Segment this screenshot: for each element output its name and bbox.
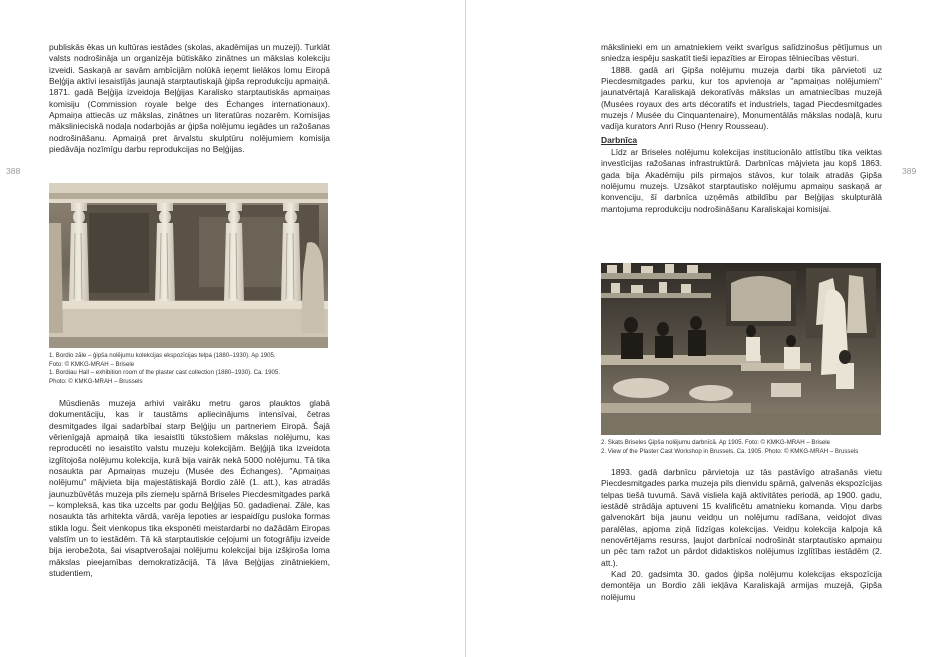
section-heading: Darbnīca: [601, 134, 638, 145]
right-top-text: [601, 42, 882, 215]
caption-line: Foto: © KMKG-MRAH – Brisele: [49, 360, 135, 368]
caption-line: Photo: © KMKG-MRAH – Brussels: [49, 377, 143, 385]
paragraph: 1893. gadā darbnīcu pārvietoja uz tās pastāvīgo atrašanās vietu Piecdesmitgades parka muzeja pils dienvidu spārnā, galvenās ekspozīcijas telpas tiešā tuvumā. Savā visliela kajā aktivitātes periodā, ap 1900. gadu, iestādē strādāja aptuveni 15 kvalificētu amatnieku komanda. Viņu darbs galvenokārt bija jaunu veidņu un nolējumu radīšana, veidojot divas paralēlas, apjoma ziņā līdzīgas kolekcijas. Veidņu kolekcija kalpoja kā nenovērtējams resurss, ļaujot darbnīcai nodrošināt starptautisko apmaiņu un pēc tam ražot un pārdot didaktiskos nolējumus izglītības iestādēm (2. att.).: [601, 467, 882, 568]
bordiau-hall-image: [49, 183, 328, 348]
paragraph: Mūsdienās muzeja arhivi vairāku metru garos plauktos glabā dokumentāciju, kas ir taustāms apliecinājums intensīvai, četras desmitgades ilgai sadarbībai starp Beļģiju un partneriem Eiropā. Šajā vērienīgajā apmaiņā tika iesaistīti tūkstošiem mākslas nolējumu, kas reproducēti no iesaistīto valstu muzeju kolekcijām. Beļģijā tika izveidota izglītojoša nolējumu kolekcija, kurā bija vairāk nekā 5000 nolējumu. Tā tika nosaukta par Apmaiņas muzeju (Musée des Échanges). "Apmaiņas nolējumu" mājvieta bija majestātiskajā Bordio zālē (1. att.), kas atradās jaunuzbūvētās muzeja pils ziemeļu spārnā Briseles Piecdesmitgades parkā – kompleksā, kas tika uzcelts par godu Beļģijas 50. gadadienai. Zāle, kas nosaukta tās arhitekta vārdā, varēja lepoties ar iespaidīgu pusloka formas stikla logu. Šeit vienkopus tika eksponēti meistardarbi no dažādām Eiropas valstīm un to iestādēm. Tā kā starptautiskie ceļojumi un fotogrāfiju izveide bija ierobežota, šai visaptverošajai nolējumu kolekcijai bija izšķiroša loma mākslas pieejamības demokratizācijā. Tā ļāva Beļģijas zinātniekiem, studentiem,: [49, 398, 330, 579]
workshop-image: [601, 263, 881, 435]
paragraph: mākslinieki em un amatniekiem veikt svarīgus salīdzinošus pētījumus un sniedza iespēju saskatīt tieši iepazīties ar Eiropas tēlniecības vēsturi.: [601, 42, 882, 64]
caption-line: 1. Bordiau Hall – exhibition room of the plaster cast collection (1880–1930). Ca. 1905.: [49, 369, 281, 377]
caption-line: 1. Bordio zāle – ģipša nolējumu kolekcijas ekspozīcijas telpa (1880–1930). Ap 1905.: [49, 352, 276, 359]
left-top-text: [49, 42, 330, 155]
caption-line: 2. Skats Briseles Ģipša nolējumu darbnīcā. Ap 1905. Foto: © KMKG-MRAH – Brisele: [601, 439, 831, 446]
photo-plaster-workshop: [601, 263, 881, 435]
page-number-left: 388: [6, 166, 21, 176]
paragraph: Līdz ar Briseles nolējumu kolekcijas institucionālo attīstību tika veiktas investīcijas ražošanas infrastruktūrā. Darbnīcas mājvieta jau kopš 1863. gada bija Akadēmiju pils pirmajos stāvos, kur tolaik atradās Ģipša nolējumu muzejs. Uzsākot starptautisko nolējumu apmaiņu saskaņā ar konvenciju, šī darbnīca uzņēmās atbildību par Beļģijas skulpturālā mantojuma reprodukciju nodrošināšanu Karaliskajai komisijai.: [601, 147, 882, 214]
right-bottom-text: [601, 467, 882, 603]
paragraph: Kad 20. gadsimta 30. gados ģipša nolējumu kolekcijas ekspozīcija demontēja un Bordio zāli iekļāva Karaliskajā armijas muzejā, Ģipša nolējumu: [601, 569, 882, 602]
caption-line: 2. View of the Plaster Cast Workshop in Brussels. Ca. 1905. Photo: © KMKG-MRAH – Brussels: [601, 447, 859, 455]
left-bottom-text: [49, 398, 330, 580]
photo-bordiau-hall: [49, 183, 328, 348]
page-number-right: 389: [902, 166, 917, 176]
paragraph: 1888. gadā ari Ģipša nolējumu muzeja darbi tika pārvietoti uz Piecdesmitgades parku, kur tos apvienoja ar "apmaiņas nolējumiem" jaunatvērtajā Karaliskajā dekoratīvās mākslas un amatniecības muzejā (Musées royaux des arts décoratifs et industriels, tagad Piecdesmitgades muzejs / Musée du Cinquantenaire), Monumentālās mākslas nodaļā, kuru vadīja kurators Anri Ruso (Henry Rousseau).: [601, 64, 882, 132]
paragraph: publiskās ēkas un kultūras iestādes (skolas, akadēmijas un muzeji). Turklāt valsts nodrošināja un organizēja būtiskāko zinātnes un mākslas kolekciju izveidi. Saskaņā ar savām ambīcijām nolūkā ieņemt lielākos lomu Eiropā Beļģija aktīvi iesaistījās jaunajā starptautiskajā ģipša reprodukciju apmaiņā. 1871. gadā Beļģija izveidoja Beļģijas Karalisko starptautiskās apmaiņas komisiju (Commission royale belge des Échanges internationaux). Apmaiņa attiecās uz mākslas, zinātnes un literatūras nozarēm. Komisijas mākslinieciskā nodaļa nodarbojās ar ģipša nolējumu iegādes un ražošanas nodrošināšanu. Apmaiņā pret ārvalstu skulptūru nolējumiem komisija piedāvāja nozīmīgu darbu reprodukcijas no Beļģijas.: [49, 42, 330, 155]
right-photo-caption: [601, 439, 886, 456]
left-photo-caption: [49, 352, 334, 386]
page-gutter: [465, 0, 466, 657]
